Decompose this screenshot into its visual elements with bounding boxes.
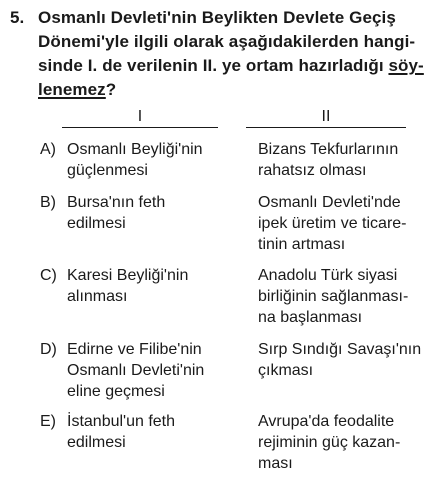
option-a-col-ii-line: rahatsız olması: [258, 162, 367, 179]
option-c-col-ii-line: birliğinin sağlanması-: [258, 288, 409, 305]
option-e-col-ii-line: rejiminin güç kazan-: [258, 434, 401, 451]
option-a-col-ii-line: Bizans Tekfurlarının: [258, 141, 399, 158]
question-stem-line-3: [38, 54, 436, 78]
option-b-col-ii-line: tinin artması: [258, 236, 346, 253]
option-d-col-i-line: Edirne ve Filibe'nin: [67, 341, 202, 358]
option-d-col-i-line: eline geçmesi: [67, 383, 165, 400]
option-b-col-i: [67, 192, 247, 234]
question-number: 5.: [10, 8, 25, 27]
question-stem: [38, 6, 436, 102]
option-letter: B): [40, 194, 56, 211]
option-letter: D): [40, 341, 57, 358]
option-c-col-ii: [258, 265, 438, 328]
question-mark: ?: [105, 80, 117, 99]
negation-emphasis-1: söy-: [388, 56, 424, 75]
column-header-ii: [246, 108, 406, 126]
option-c-col-i-line: alınması: [67, 288, 128, 305]
column-header-i-label: I: [137, 108, 143, 125]
question-stem-line-2: Dönemi'yle ilgili olarak aşağıdakilerden hangi-: [38, 32, 416, 51]
column-header-i-rule: [62, 127, 218, 128]
option-a-col-ii: [258, 139, 438, 181]
option-e-col-i: [67, 411, 247, 453]
option-c-col-i-line: Karesi Beyliği'nin: [67, 267, 189, 284]
column-header-ii-rule: [246, 127, 406, 128]
option-b-col-ii-line: ipek üretim ve ticare-: [258, 215, 407, 232]
option-c-col-ii-line: na başlanması: [258, 309, 363, 326]
option-e-col-i-line: İstanbul'un feth: [67, 413, 176, 430]
column-header-i: [62, 108, 218, 126]
question-stem-line-4: [38, 78, 436, 102]
negation-emphasis-2: lenemez: [38, 80, 106, 99]
option-c-col-ii-line: Anadolu Türk siyasi: [258, 267, 398, 284]
option-d-col-ii-line: Sırp Sındığı Savaşı'nın: [258, 341, 422, 358]
option-d-col-i-line: Osmanlı Devleti'nin: [67, 362, 205, 379]
question-stem-line-3-text: sinde I. de verilenin II. ye ortam hazırladığı: [38, 56, 389, 75]
option-c-col-i: [67, 265, 247, 307]
option-a-col-i-line: Osmanlı Beyliği'nin: [67, 141, 203, 158]
option-e-col-ii: [258, 411, 438, 474]
option-b-col-ii: [258, 192, 438, 255]
option-b-col-i-line: edilmesi: [67, 215, 126, 232]
option-b-col-ii-line: Osmanlı Devleti'nde: [258, 194, 401, 211]
option-letter: E): [40, 413, 56, 430]
option-e-col-ii-line: ması: [258, 455, 293, 472]
option-d-col-i: [67, 339, 247, 402]
option-e-col-ii-line: Avrupa'da feodalite: [258, 413, 395, 430]
option-a-col-i-line: güçlenmesi: [67, 162, 148, 179]
option-letter: A): [40, 141, 56, 158]
option-b-col-i-line: Bursa'nın feth: [67, 194, 166, 211]
column-header-ii-label: II: [321, 108, 331, 125]
option-e-col-i-line: edilmesi: [67, 434, 126, 451]
option-d-col-ii: [258, 339, 438, 381]
option-letter: C): [40, 267, 57, 284]
option-a-col-i: [67, 139, 247, 181]
option-d-col-ii-line: çıkması: [258, 362, 314, 379]
question-stem-line-1: Osmanlı Devleti'nin Beylikten Devlete Geçiş: [38, 8, 396, 27]
